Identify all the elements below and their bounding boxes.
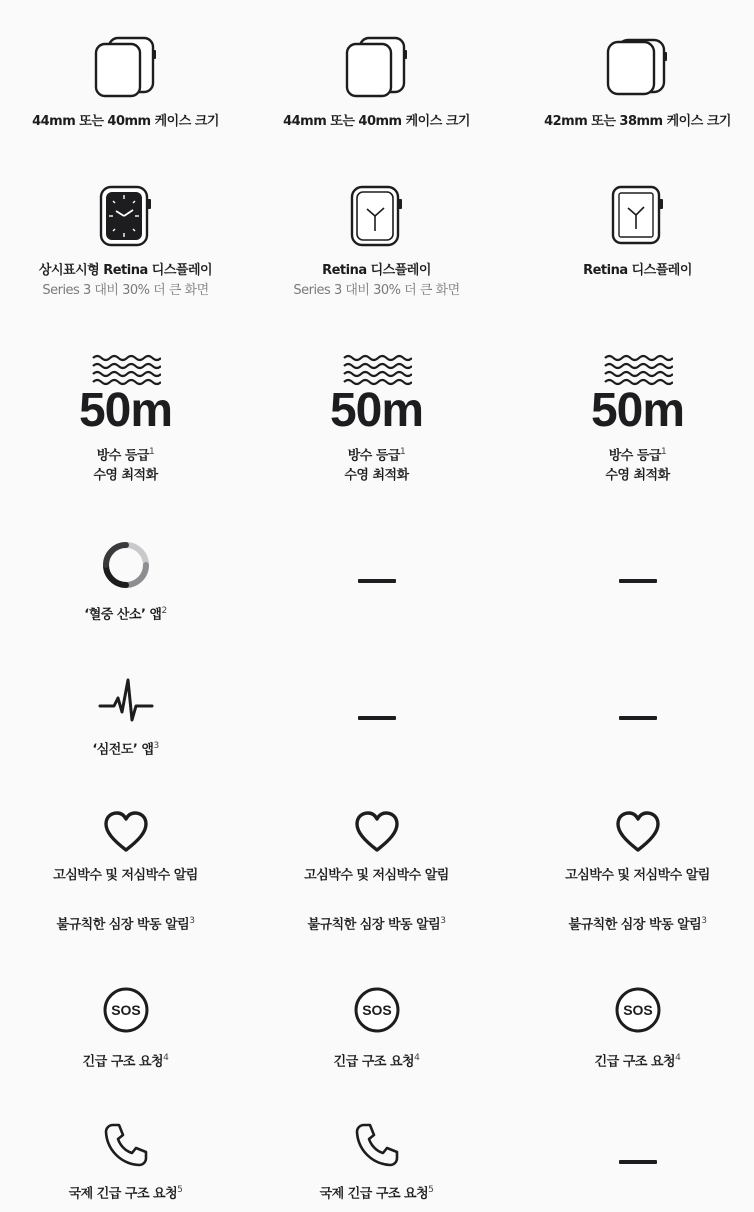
water-waves-icon [91, 354, 161, 386]
display-title: 상시표시형 Retina 디스플레이 [38, 263, 213, 278]
svg-text:SOS: SOS [622, 1002, 653, 1018]
water-waves-icon [603, 354, 673, 386]
case-size-label: 44mm 또는 40mm 케이스 크기 [283, 114, 470, 129]
feature-water [512, 354, 754, 486]
display-subtitle: Series 3 대비 30% 더 큰 화면 [293, 283, 460, 298]
feature-ecg-unavailable [512, 716, 754, 720]
watch-case-size-icon [93, 36, 159, 98]
not-available-dash [619, 1160, 657, 1164]
case-size-label: 42mm 또는 38mm 케이스 크기 [544, 114, 731, 129]
feature-water [0, 354, 251, 486]
water-subtitle: 수영 최적화 [93, 468, 158, 484]
water-depth-value: 50m [78, 384, 173, 437]
water-depth-value: 50m [329, 384, 424, 437]
feature-blood-oxygen [0, 541, 251, 625]
retina-display-icon [349, 185, 405, 247]
sos-label: 긴급 구조 요청$^4$ [594, 1053, 681, 1070]
sos-icon [353, 986, 401, 1034]
not-available-dash [619, 579, 657, 583]
sos-icon [614, 986, 662, 1034]
heart-icon [103, 810, 149, 854]
display-title: Retina 디스플레이 [322, 263, 431, 278]
heart-rate-label: 고심박수 및 저심박수 알림 [53, 868, 198, 883]
water-title: 방수 등급$^1$ [96, 447, 155, 464]
feature-ecg [0, 676, 251, 760]
irregular-rhythm-label: 불규칙한 심장 박동 알림$^3$ [307, 916, 446, 933]
heart-rate-label: 고심박수 및 저심박수 알림 [304, 868, 449, 883]
feature-blood-oxygen-unavailable [251, 579, 502, 583]
retina-display-icon [610, 185, 666, 247]
water-title: 방수 등급$^1$ [608, 447, 667, 464]
feature-display [251, 185, 502, 301]
intl-sos-label: 국제 긴급 구조 요청$^5$ [319, 1185, 434, 1202]
feature-display [512, 185, 754, 281]
ecg-icon [98, 676, 154, 724]
sos-label: 긴급 구조 요청$^4$ [82, 1053, 169, 1070]
irregular-rhythm-label: 불규칙한 심장 박동 알림$^3$ [568, 916, 707, 933]
feature-heart [0, 810, 251, 935]
phone-icon [354, 1122, 400, 1168]
feature-display [0, 185, 251, 301]
feature-blood-oxygen-unavailable [512, 579, 754, 583]
sos-icon [102, 986, 150, 1034]
not-available-dash [358, 579, 396, 583]
svg-text:SOS: SOS [361, 1002, 392, 1018]
feature-intl-sos [0, 1122, 251, 1204]
feature-sos [512, 986, 754, 1072]
always-on-display-icon [98, 185, 154, 247]
heart-icon [615, 810, 661, 854]
display-title: Retina 디스플레이 [583, 263, 692, 278]
water-title: 방수 등급$^1$ [347, 447, 406, 464]
feature-sos [251, 986, 502, 1072]
phone-icon [103, 1122, 149, 1168]
water-depth-value: 50m [590, 384, 685, 437]
ecg-label: ‘심전도’ 앱$^3$ [92, 741, 159, 758]
sos-label: 긴급 구조 요청$^4$ [333, 1053, 420, 1070]
feature-water [251, 354, 502, 486]
not-available-dash [358, 716, 396, 720]
watch-case-size-icon [605, 36, 671, 98]
watch-case-size-icon [344, 36, 410, 98]
feature-ecg-unavailable [251, 716, 502, 720]
feature-heart [251, 810, 502, 935]
feature-case-size [512, 36, 754, 132]
feature-case-size [0, 36, 251, 132]
feature-case-size [251, 36, 502, 132]
feature-intl-sos-unavailable [512, 1160, 754, 1164]
heart-rate-label: 고심박수 및 저심박수 알림 [565, 868, 710, 883]
feature-sos [0, 986, 251, 1072]
feature-intl-sos [251, 1122, 502, 1204]
feature-heart [512, 810, 754, 935]
blood-oxygen-icon [102, 541, 150, 589]
svg-text:SOS: SOS [110, 1002, 141, 1018]
water-waves-icon [342, 354, 412, 386]
irregular-rhythm-label: 불규칙한 심장 박동 알림$^3$ [56, 916, 195, 933]
intl-sos-label: 국제 긴급 구조 요청$^5$ [68, 1185, 183, 1202]
heart-icon [354, 810, 400, 854]
water-subtitle: 수영 최적화 [605, 468, 670, 484]
water-subtitle: 수영 최적화 [344, 468, 409, 484]
not-available-dash [619, 716, 657, 720]
display-subtitle: Series 3 대비 30% 더 큰 화면 [42, 283, 209, 298]
blood-oxygen-label: ‘혈중 산소’ 앱$^2$ [84, 606, 167, 623]
case-size-label: 44mm 또는 40mm 케이스 크기 [32, 114, 219, 129]
